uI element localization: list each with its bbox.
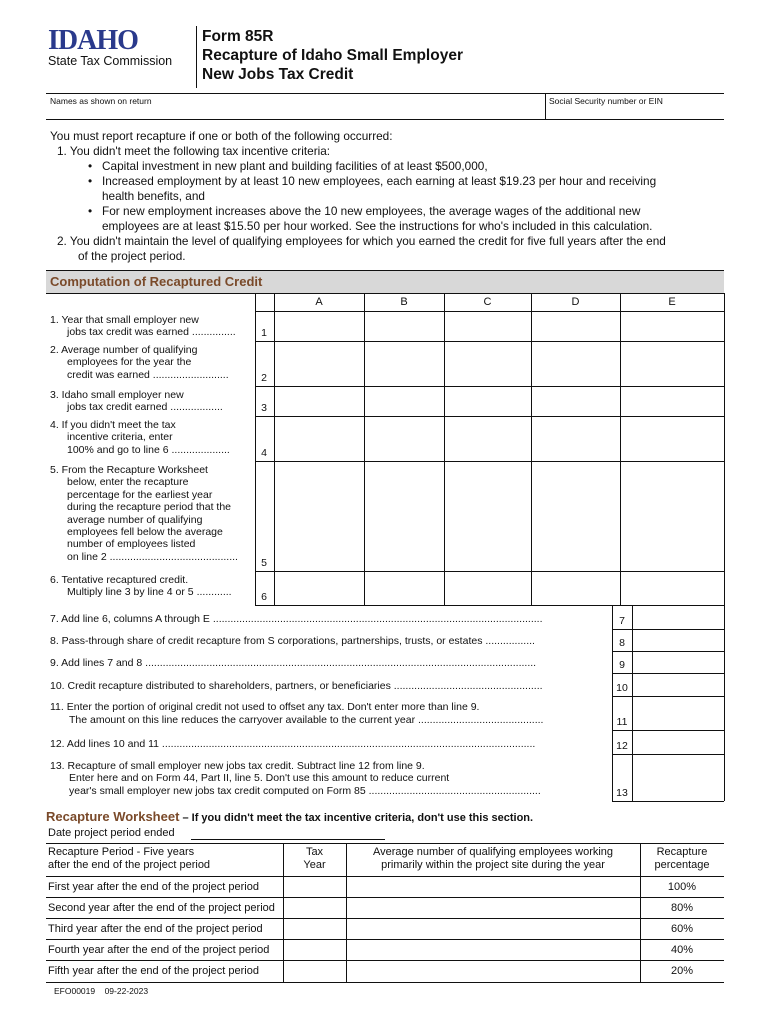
column-header-d: D bbox=[571, 296, 580, 308]
line-11-amount-input[interactable] bbox=[634, 698, 722, 728]
line-12-text: 12. Add lines 10 and 11 ................................................................................................................................ bbox=[50, 737, 536, 750]
line-4-col-c-input[interactable] bbox=[446, 418, 529, 459]
logo-agency-text: State Tax Commission bbox=[48, 54, 173, 68]
line-1-number: 1 bbox=[261, 327, 267, 339]
line-5-label bbox=[50, 464, 250, 563]
line-9-amount-input[interactable] bbox=[634, 653, 722, 671]
line-13-amount-input[interactable] bbox=[634, 756, 722, 799]
intro-lead: You must report recapture if one or both of the following occurred: bbox=[50, 129, 393, 143]
line-2-col-a-input[interactable] bbox=[276, 343, 362, 384]
ws-row-1-label: First year after the end of the project period bbox=[48, 881, 259, 893]
line-5-text: employees fell below the average bbox=[67, 526, 223, 539]
intro-item1: 1. You didn't meet the following tax incentive criteria: bbox=[57, 144, 331, 158]
ws-header-average-line: primarily within the project site during the year bbox=[381, 859, 605, 871]
column-header-a: A bbox=[315, 296, 323, 308]
line-4-col-d-input[interactable] bbox=[533, 418, 618, 459]
ws-header-tax-year bbox=[283, 846, 346, 872]
ws-row-5-average-input[interactable] bbox=[348, 962, 638, 980]
line-2-text: 2. Average number of qualifying bbox=[50, 344, 198, 356]
line-6-label bbox=[50, 574, 250, 599]
ws-row-3-percentage: 60% bbox=[670, 923, 694, 935]
ws-row-2-percentage: 80% bbox=[670, 902, 694, 914]
intro-item2: 2. You didn't maintain the level of qualifying employees for which you earned the credit for five full years after the end bbox=[57, 234, 666, 248]
line-3-col-d-input[interactable] bbox=[533, 388, 618, 414]
line-2-label bbox=[50, 344, 250, 381]
line-11-text: The amount on this line reduces the carryover available to the current year ........................................... bbox=[69, 713, 544, 726]
form-title-block bbox=[202, 27, 463, 84]
logo-idaho-text: IDAHO bbox=[48, 25, 138, 56]
line-3-label bbox=[50, 389, 250, 414]
line-7-text: 7. Add line 6, columns A through E ................................................................................................................. bbox=[50, 612, 543, 625]
ws-row-5-percentage: 20% bbox=[670, 965, 694, 977]
line-6-col-e-input[interactable] bbox=[622, 573, 722, 603]
form-number: Form 85R bbox=[202, 28, 274, 45]
line-1-text: 1. Year that small employer new bbox=[50, 314, 199, 326]
line-13-text: year's small employer new jobs tax credit computed on Form 85 ........................................................... bbox=[69, 784, 541, 797]
date-project-ended-input[interactable] bbox=[192, 826, 384, 839]
line-13-label bbox=[50, 760, 610, 797]
ws-row-5-tax-year-input[interactable] bbox=[285, 962, 344, 980]
worksheet-subtitle: – If you didn't meet the tax incentive criteria, don't use this section. bbox=[179, 812, 534, 824]
line-10-text: 10. Credit recapture distributed to shareholders, partners, or beneficiaries ................................................... bbox=[50, 679, 543, 692]
line-6-text: 6. Tentative recaptured credit. bbox=[50, 574, 189, 586]
line-10-label bbox=[50, 680, 610, 692]
line-13-number: 13 bbox=[616, 787, 628, 799]
ws-row-3-tax-year-input[interactable] bbox=[285, 920, 344, 937]
intro-bullet3: • For new employment increases above the 10 new employees, the average wages of the additional new bbox=[88, 204, 641, 218]
intro-item2-cont: of the project period. bbox=[78, 249, 186, 263]
computation-title: Computation of Recaptured Credit bbox=[50, 274, 263, 289]
line-2-number: 2 bbox=[261, 372, 267, 384]
line-6-text: Multiply line 3 by line 4 or 5 ............ bbox=[67, 586, 232, 599]
ws-row-4-label: Fourth year after the end of the project period bbox=[48, 944, 270, 956]
worksheet-title-row bbox=[46, 809, 533, 824]
form-title-line2: New Jobs Tax Credit bbox=[202, 66, 354, 83]
line-3-text: 3. Idaho small employer new bbox=[50, 389, 184, 401]
line-8-label bbox=[50, 635, 610, 647]
intro-bullet2: • Increased employment by at least 10 new employees, each earning at least $19.23 per hour and receiving bbox=[88, 174, 657, 188]
line-8-text: 8. Pass-through share of credit recapture from S corporations, partnerships, trusts, or estates ................. bbox=[50, 634, 535, 647]
line-2-text: credit was earned .......................... bbox=[67, 368, 229, 381]
line-12-label bbox=[50, 738, 610, 750]
ws-row-1-percentage: 100% bbox=[667, 881, 697, 893]
line-5-number: 5 bbox=[261, 557, 267, 569]
line-1-col-d-input[interactable] bbox=[533, 313, 618, 339]
line-2-col-c-input[interactable] bbox=[446, 343, 529, 384]
line-12-number: 12 bbox=[616, 740, 628, 752]
ws-row-2-label: Second year after the end of the project period bbox=[48, 902, 275, 914]
line-5-text: average number of qualifying bbox=[67, 513, 203, 526]
line-6-col-d-input[interactable] bbox=[533, 573, 618, 603]
line-5-text: number of employees listed bbox=[67, 538, 196, 551]
line-1-text: jobs tax credit was earned ............... bbox=[67, 326, 236, 339]
line-4-label bbox=[50, 419, 250, 456]
line-7-amount-input[interactable] bbox=[634, 607, 722, 627]
line-13-text: 13. Recapture of small employer new jobs tax credit. Subtract line 12 from line 9. bbox=[50, 759, 425, 772]
line-11-text: 11. Enter the portion of original credit not used to offset any tax. Don't enter more than line 9. bbox=[50, 701, 480, 714]
line-1-col-a-input[interactable] bbox=[276, 313, 362, 339]
line-5-text: on line 2 ............................................ bbox=[67, 550, 238, 563]
ws-row-2-average-input[interactable] bbox=[348, 899, 638, 916]
line-5-text: 5. From the Recapture Worksheet bbox=[50, 464, 208, 476]
ws-row-4-percentage: 40% bbox=[670, 944, 694, 956]
ws-header-average-line: Average number of qualifying employees working bbox=[372, 846, 614, 858]
line-4-number: 4 bbox=[261, 447, 267, 459]
line-11-number: 11 bbox=[616, 716, 628, 728]
line-10-amount-input[interactable] bbox=[634, 675, 722, 694]
line-1-col-c-input[interactable] bbox=[446, 313, 529, 339]
line-3-col-e-input[interactable] bbox=[622, 388, 722, 414]
agency-logo bbox=[48, 27, 193, 68]
line-2-col-b-input[interactable] bbox=[366, 343, 442, 384]
names-label: Names as shown on return bbox=[50, 96, 152, 106]
column-header-e: E bbox=[668, 296, 676, 308]
ws-header-percentage-line: percentage bbox=[654, 859, 710, 871]
line-9-label bbox=[50, 657, 610, 669]
line-5-col-c-input[interactable] bbox=[446, 463, 529, 569]
line-2-col-e-input[interactable] bbox=[622, 343, 722, 384]
ws-header-percentage bbox=[640, 846, 724, 872]
line-13-text: Enter here and on Form 44, Part II, line 5. Don't use this amount to reduce current bbox=[69, 772, 450, 785]
line-9-text: 9. Add lines 7 and 8 ...................................................................................................................................... bbox=[50, 656, 537, 669]
worksheet-title: Recapture Worksheet bbox=[46, 809, 180, 824]
ws-header-average bbox=[346, 846, 640, 872]
line-3-number: 3 bbox=[261, 402, 267, 414]
ws-header-tax-line: Tax bbox=[305, 846, 324, 858]
line-5-col-e-input[interactable] bbox=[622, 463, 722, 569]
line-4-text: 4. If you didn't meet the tax bbox=[50, 419, 176, 431]
form-code bbox=[54, 986, 148, 996]
intro-bullet2-cont: health benefits, and bbox=[102, 189, 205, 203]
line-8-number: 8 bbox=[619, 637, 625, 649]
intro-text bbox=[50, 129, 730, 264]
line-4-text: incentive criteria, enter bbox=[67, 431, 173, 444]
intro-bullet1: • Capital investment in new plant and building facilities of at least $500,000, bbox=[88, 159, 488, 173]
line-9-number: 9 bbox=[619, 659, 625, 671]
form-code-date: 09-22-2023 bbox=[104, 986, 149, 996]
ws-row-4-average-input[interactable] bbox=[348, 941, 638, 958]
line-5-text: below, enter the recapture bbox=[67, 476, 189, 489]
ws-header-period-line: after the end of the project period bbox=[48, 859, 211, 871]
line-11-label bbox=[50, 701, 610, 726]
line-12-amount-input[interactable] bbox=[634, 732, 722, 752]
line-6-col-c-input[interactable] bbox=[446, 573, 529, 603]
line-5-col-d-input[interactable] bbox=[533, 463, 618, 569]
line-3-col-a-input[interactable] bbox=[276, 388, 362, 414]
ws-row-4-tax-year-input[interactable] bbox=[285, 941, 344, 958]
ws-header-percentage-line: Recapture bbox=[656, 846, 708, 858]
line-5-col-a-input[interactable] bbox=[276, 463, 362, 569]
ws-row-1-average-input[interactable] bbox=[348, 878, 638, 895]
ws-row-3-average-input[interactable] bbox=[348, 920, 638, 937]
ws-row-2-tax-year-input[interactable] bbox=[285, 899, 344, 916]
line-5-text: during the recapture period that the bbox=[67, 501, 232, 514]
line-2-text: employees for the year the bbox=[67, 356, 192, 369]
line-6-col-b-input[interactable] bbox=[366, 573, 442, 603]
line-1-col-e-input[interactable] bbox=[622, 313, 722, 339]
line-6-number: 6 bbox=[261, 591, 267, 603]
line-5-col-b-input[interactable] bbox=[366, 463, 442, 569]
ssn-label: Social Security number or EIN bbox=[549, 96, 663, 106]
intro-bullet3-cont: employees are at least $15.50 per hour worked. See the instructions for who's included in this calculation. bbox=[102, 219, 653, 233]
form-title-line1: Recapture of Idaho Small Employer bbox=[202, 47, 463, 64]
line-7-label bbox=[50, 613, 610, 625]
line-2-col-d-input[interactable] bbox=[533, 343, 618, 384]
ws-row-5-label: Fifth year after the end of the project period bbox=[48, 965, 259, 977]
line-6-col-a-input[interactable] bbox=[276, 573, 362, 603]
ws-header-period bbox=[48, 846, 210, 872]
line-1-col-b-input[interactable] bbox=[366, 313, 442, 339]
line-3-col-c-input[interactable] bbox=[446, 388, 529, 414]
line-4-col-e-input[interactable] bbox=[622, 418, 722, 459]
ws-row-3-label: Third year after the end of the project period bbox=[48, 923, 263, 935]
line-7-number: 7 bbox=[619, 615, 625, 627]
line-10-number: 10 bbox=[616, 682, 628, 694]
line-8-amount-input[interactable] bbox=[634, 631, 722, 649]
line-4-col-b-input[interactable] bbox=[366, 418, 442, 459]
date-project-ended-label: Date project period ended bbox=[48, 827, 175, 839]
line-3-text: jobs tax credit earned .................. bbox=[67, 401, 223, 414]
ws-header-tax-line: Year bbox=[303, 859, 326, 871]
form-code-id: EFO00019 bbox=[54, 986, 96, 996]
line-4-col-a-input[interactable] bbox=[276, 418, 362, 459]
ws-header-period-line: Recapture Period - Five years bbox=[48, 846, 195, 858]
ssn-input[interactable] bbox=[549, 106, 721, 118]
names-input[interactable] bbox=[50, 106, 540, 118]
ws-row-1-tax-year-input[interactable] bbox=[285, 878, 344, 895]
line-4-text: 100% and go to line 6 .................... bbox=[67, 443, 230, 456]
line-1-label bbox=[50, 314, 250, 339]
column-header-c: C bbox=[483, 296, 492, 308]
line-5-text: percentage for the earliest year bbox=[67, 488, 213, 501]
line-3-col-b-input[interactable] bbox=[366, 388, 442, 414]
column-header-b: B bbox=[400, 296, 408, 308]
